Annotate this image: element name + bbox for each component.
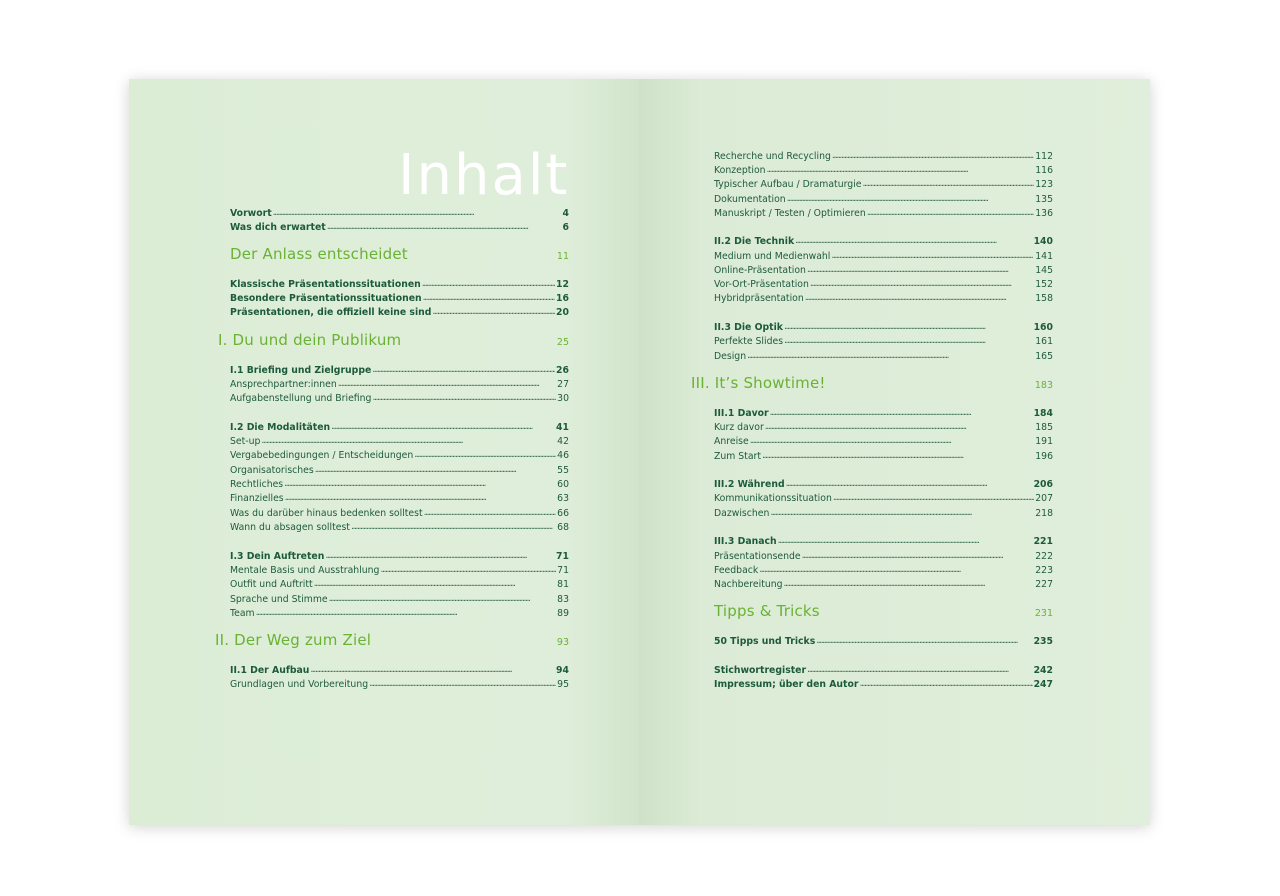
toc-subheading: I.1 Briefing und Zielgruppe . . . 26	[230, 364, 569, 378]
toc-entry: Rechtliches . . . 60	[230, 478, 569, 492]
toc-subheading: III.3 Danach . . . 221	[714, 535, 1053, 549]
page-title: Inhalt	[398, 143, 570, 208]
toc-entry: Ansprechpartner:innen . . . 27	[230, 378, 569, 392]
toc-entry: Anreise . . . 191	[714, 435, 1053, 449]
section-heading: Tipps & Tricks 231	[714, 602, 1053, 620]
toc-subheading: I.2 Die Modalitäten . . . 41	[230, 421, 569, 435]
toc-entry: Konzeption . . . 116	[714, 164, 1053, 178]
toc-subheading: I.3 Dein Auftreten . . . 71	[230, 550, 569, 564]
toc-entry: Hybridpräsentation . . . 158	[714, 292, 1053, 306]
toc-entry: Organisatorisches . . . 55	[230, 464, 569, 478]
toc-entry: Outfit und Auftritt . . . 81	[230, 578, 569, 592]
toc-entry: Stichwortregister . . . 242	[714, 664, 1053, 678]
toc-subheading: III.2 Während . . . 206	[714, 478, 1053, 492]
section-heading: III. It’s Showtime! 183	[691, 374, 1053, 392]
toc-entry: Besondere Präsentationssituationen . . . 16	[230, 292, 569, 306]
toc-subheading: II.3 Die Optik . . . 160	[714, 321, 1053, 335]
toc-entry: Grundlagen und Vorbereitung . . . 95	[230, 678, 569, 692]
toc-entry: Präsentationen, die offiziell keine sind . . . 20	[230, 306, 569, 320]
toc-entry: Typischer Aufbau / Dramaturgie . . . 123	[714, 178, 1053, 192]
toc-entry: Dokumentation . . . 135	[714, 193, 1053, 207]
toc-entry: Zum Start . . . 196	[714, 450, 1053, 464]
section-heading: Der Anlass entscheidet 11	[230, 245, 569, 263]
toc-entry: Nachbereitung . . . 227	[714, 578, 1053, 592]
toc-entry: 50 Tipps und Tricks . . . 235	[714, 635, 1053, 649]
toc-entry: Aufgabenstellung und Briefing . . . 30	[230, 392, 569, 406]
toc-entry: Team . . . 89	[230, 607, 569, 621]
toc-subheading: II.1 Der Aufbau . . . 94	[230, 664, 569, 678]
toc-entry: Sprache und Stimme . . . 83	[230, 593, 569, 607]
toc-entry: Präsentationsende . . . 222	[714, 550, 1053, 564]
toc-entry: Manuskript / Testen / Optimieren . . . 136	[714, 207, 1053, 221]
section-heading: I. Du und dein Publikum 25	[218, 331, 569, 349]
toc-subheading: II.2 Die Technik . . . 140	[714, 235, 1053, 249]
toc-entry: Design . . . 165	[714, 350, 1053, 364]
toc-entry: Was du darüber hinaus bedenken solltest . . . 66	[230, 507, 569, 521]
section-heading: II. Der Weg zum Ziel 93	[215, 631, 569, 649]
toc-entry: Mentale Basis und Ausstrahlung . . . 71	[230, 564, 569, 578]
toc-entry: Set-up . . . 42	[230, 435, 569, 449]
toc-entry: Wann du absagen solltest . . . 68	[230, 521, 569, 535]
toc-entry: Vergabebedingungen / Entscheidungen . . . 46	[230, 449, 569, 463]
toc-entry: Recherche und Recycling . . . 112	[714, 150, 1053, 164]
toc-entry: Dazwischen . . . 218	[714, 507, 1053, 521]
toc-entry: Kommunikationssituation . . . 207	[714, 492, 1053, 506]
toc-entry: Impressum; über den Autor . . . 247	[714, 678, 1053, 692]
toc-entry: Perfekte Slides . . . 161	[714, 335, 1053, 349]
toc-entry: Finanzielles . . . 63	[230, 492, 569, 506]
toc-entry: Medium und Medienwahl . . . 141	[714, 250, 1053, 264]
toc-entry: Vor-Ort-Präsentation . . . 152	[714, 278, 1053, 292]
toc-entry: Vorwort . . . 4	[230, 207, 569, 221]
toc-entry: Klassische Präsentationssituationen . . . 12	[230, 278, 569, 292]
toc-subheading: III.1 Davor . . . 184	[714, 407, 1053, 421]
toc-entry: Online-Präsentation . . . 145	[714, 264, 1053, 278]
toc-entry: Feedback . . . 223	[714, 564, 1053, 578]
toc-entry: Was dich erwartet . . . 6	[230, 221, 569, 235]
toc-entry: Kurz davor . . . 185	[714, 421, 1053, 435]
